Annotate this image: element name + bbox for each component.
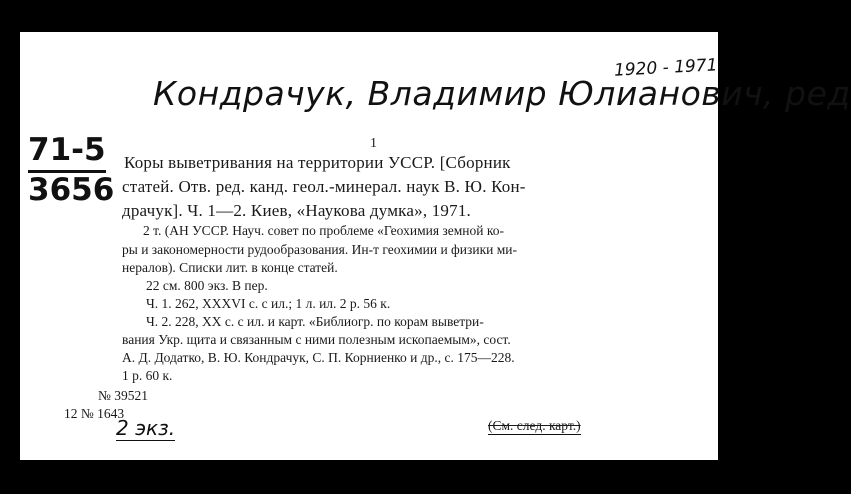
record-number: № 39521: [98, 388, 149, 403]
part-2-line-4: 1 р. 60 к.: [122, 368, 173, 383]
catalog-card: [20, 32, 851, 460]
card-number: 1: [370, 136, 377, 151]
call-number-top: 71-5: [28, 132, 106, 173]
title-line-2: статей. Отв. ред. канд. геол.-минерал. наук В. Ю. Кон-: [122, 177, 526, 196]
handwritten-note: 2 экз.: [116, 416, 176, 440]
physical-description: 22 см. 800 экз. В пер.: [146, 278, 268, 293]
title-line-1: Коры выветривания на территории УССР. [Сборник: [124, 153, 511, 172]
series-line-2: ры и закономерности рудообразования. Ин-т геохимии и физики ми-: [122, 242, 518, 257]
copy-number: 12 № 1643: [64, 406, 125, 421]
part-2-line-2: вания Укр. щита и связанным с ними полезным ископаемым», сост.: [122, 332, 511, 347]
title-line-3: драчук]. Ч. 1—2. Киев, «Наукова думка», 1971.: [122, 201, 471, 220]
part-2-line-1: Ч. 2. 228, XX с. с ил. и карт. «Библиогр. по корам выветри-: [146, 314, 484, 329]
call-number-bottom: 3656: [28, 172, 115, 208]
series-line-1: 2 т. (АН УССР. Науч. совет по проблеме «Геохимия земной ко-: [143, 223, 504, 238]
dates-note: 1920 - 1971: [613, 55, 718, 81]
continuation-note: (См. след. карт.): [488, 418, 581, 433]
series-line-3: нералов). Списки лит. в конце статей.: [122, 260, 338, 275]
part-1-line: Ч. 1. 262, XXXVI с. с ил.; 1 л. ил. 2 р. 56 к.: [146, 296, 391, 311]
part-2-line-3: А. Д. Додатко, В. Ю. Кондрачук, С. П. Корниенко и др., с. 175—228.: [122, 350, 515, 365]
author-heading: Кондрачук, Владимир Юлианович, ред: [153, 74, 851, 113]
